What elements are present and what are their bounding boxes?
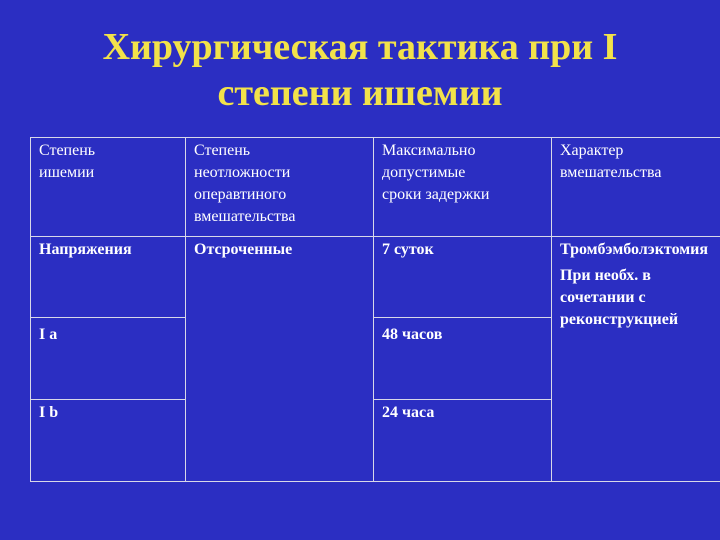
intervention-line: Тромбэмболэктомия (560, 241, 709, 258)
header-degree (31, 138, 186, 237)
header-intervention-line: вмешательства (560, 164, 662, 181)
intervention-line: При необх. в (560, 267, 651, 284)
table-header-row (31, 138, 720, 237)
intervention-line: реконструкцией (560, 311, 679, 328)
header-intervention-line: Характер (560, 142, 624, 159)
slide-title (0, 24, 720, 116)
header-delay-line: сроки задержки (382, 186, 490, 203)
cell-degree: I b (31, 400, 186, 482)
header-delay (374, 138, 552, 237)
header-degree-line: ишемии (39, 164, 95, 181)
header-urgency-line: Степень (194, 142, 251, 159)
cell-intervention (552, 237, 720, 482)
header-urgency-line: вмешательства (194, 208, 296, 225)
header-urgency (186, 138, 374, 237)
intervention-line: сочетании с (560, 289, 646, 306)
header-urgency-line: операвтиного (194, 186, 287, 203)
cell-delay: 7 суток (374, 237, 552, 318)
cell-delay: 24 часа (374, 400, 552, 482)
header-delay-line: допустимые (382, 164, 466, 181)
table-row (31, 237, 720, 318)
header-intervention (552, 138, 720, 237)
slide-title-line-1: Хирургическая тактика при I (102, 26, 618, 68)
slide-title-line-2: степени ишемии (217, 72, 503, 114)
cell-degree: Напряжения (31, 237, 186, 318)
cell-urgency: Отсроченные (186, 237, 374, 482)
cell-degree: I a (31, 318, 186, 400)
header-delay-line: Максимально (382, 142, 476, 159)
header-degree-line: Степень (39, 142, 96, 159)
header-urgency-line: неотложности (194, 164, 291, 181)
cell-delay: 48 часов (374, 318, 552, 400)
tactics-table (30, 137, 720, 482)
